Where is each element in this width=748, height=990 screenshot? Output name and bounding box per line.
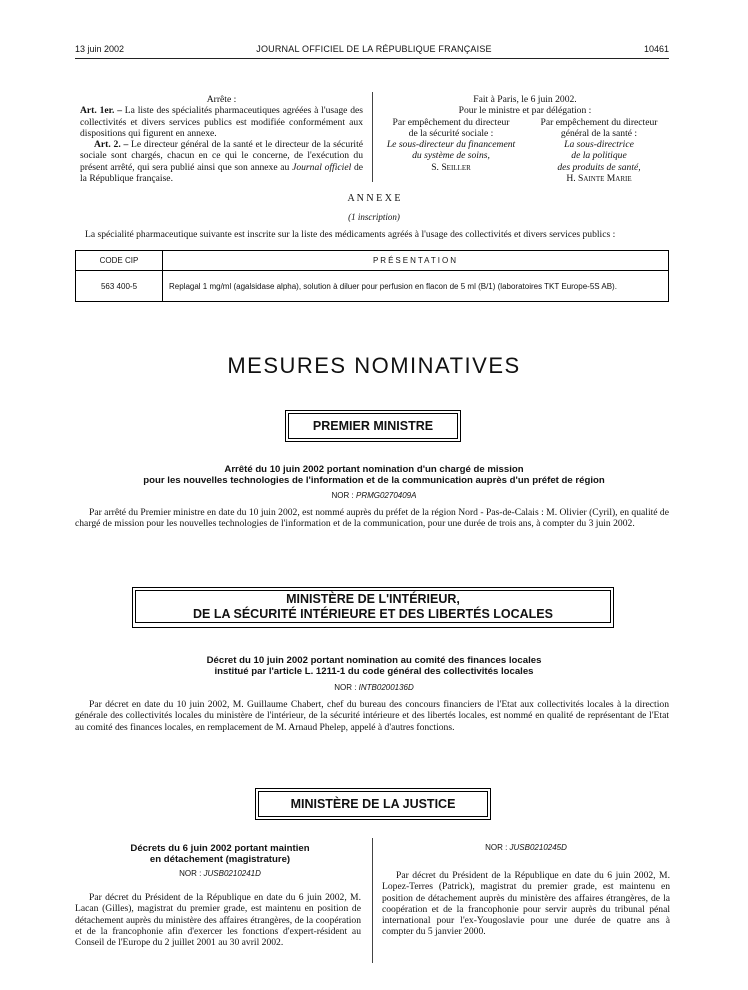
sig2-name: H. Sainte Marie (566, 173, 632, 185)
section3-title-line1: Décrets du 6 juin 2002 portant maintien (130, 843, 310, 854)
journal-title: JOURNAL OFFICIEL DE LA RÉPUBLIQUE FRANÇAISE (256, 44, 492, 54)
section3-body-right: Par décret du Président de la République en date du 6 juin 2002, M. Lopez-Terres (Patrick), magistrat du premier grade, est maintenu en position de détachement auprès du ministère des affaires étrangères, de la coopération et de la francophonie pour servir auprès du tribunal pénal international pour l'ex-Yougoslavie pour une durée de quatre ans à compter du 5 janvier 2000. (382, 870, 670, 938)
signature-2 (528, 117, 670, 185)
nor-code: INTB0200136D (358, 683, 414, 692)
section2-nor (0, 683, 748, 692)
signature-1 (380, 117, 522, 185)
annexe-title: A N N E X E (347, 193, 401, 204)
ministry-box-premier (285, 410, 461, 442)
section1-body: Par arrêté du Premier ministre en date du 10 juin 2002, est nommé auprès du préfet de la région Nord - Pas-de-Calais : M. Olivier (Cyril), en qualité de chargé de mission pour les nouvelles technologies de l'information et de la communication, pour une durée de trois ans, à compter du 3 juin 2002. (75, 507, 669, 530)
top-right-column (380, 94, 670, 184)
nor-code: PRMG0270409A (355, 491, 417, 500)
nor-label: NOR : (331, 491, 356, 500)
ministry-premier: PREMIER MINISTRE (288, 413, 458, 439)
table-row (76, 271, 669, 302)
nor-label: NOR : (179, 869, 204, 878)
ministry-justice: MINISTÈRE DE LA JUSTICE (258, 791, 488, 817)
col-header-presentation: PRÉSENTATION (163, 251, 669, 271)
pour-line: Pour le ministre et par délégation : (458, 105, 592, 117)
header-rule (75, 58, 669, 59)
article-2 (80, 139, 363, 184)
col-header-code: CODE CIP (76, 251, 163, 271)
sig2-line3: La sous-directrice (564, 139, 634, 151)
ministry-box-justice (255, 788, 491, 820)
cell-presentation: Replagal 1 mg/ml (agalsidase alpha), solution à diluer pour perfusion en flacon de 5 ml (B/1) (laboratoires TKT Europe-5S AB). (163, 271, 669, 302)
arrete-label: Arrête : (206, 94, 237, 105)
ministry-interieur (135, 590, 611, 623)
section1-nor (0, 491, 748, 500)
ministry-box-interieur (132, 587, 614, 628)
section3-title (75, 843, 365, 865)
sig2-line1: Par empêchement du directeur (540, 116, 658, 128)
sig2-line4: de la politique (571, 150, 627, 162)
nor-label: NOR : (485, 843, 510, 852)
annexe-table (75, 250, 669, 302)
sig2-line2: général de la santé : (560, 127, 638, 139)
column-divider (372, 92, 373, 182)
ministry-interieur-line1: MINISTÈRE DE L'INTÉRIEUR, (286, 592, 460, 606)
top-left-column (80, 94, 363, 184)
art1-text: La liste des spécialités pharmaceutiques agréées à l'usage des collectivités et divers services publics est modifiée conformément aux dispositions qui figurent en annexe. (80, 105, 363, 139)
section2-title (0, 655, 748, 677)
annexe-intro: La spécialité pharmaceutique suivante est inscrite sur la liste des médicaments agréés à l'usage des collectivités et divers services publics : (85, 229, 616, 240)
sig1-line3: Le sous-directeur du financement (386, 139, 516, 151)
section3-title-line2: en détachement (magistrature) (149, 854, 291, 865)
section1-title-line1: Arrêté du 10 juin 2002 portant nomination d'un chargé de mission (224, 464, 524, 475)
cell-code: 563 400-5 (76, 271, 163, 302)
art2-end: de la République française. (80, 161, 363, 185)
fait-line: Fait à Paris, le 6 juin 2002. (473, 94, 577, 105)
section2-body: Par décret en date du 10 juin 2002, M. Guillaume Chabert, chef du bureau des concours financiers de l'Etat aux collectivités locales à la direction générale des collectivités locales du ministère de l'intérieur, de la sécurité intérieure et des libertés locales, est nommé en qualité de représentant de l'Etat au comité des finances locales, en remplacement de M. Arnaud Phelep, appelé à d'autres fonctions. (75, 699, 669, 733)
column-divider (372, 838, 373, 963)
sig1-line4: du système de soins, (412, 150, 490, 162)
ministry-interieur-line2: DE LA SÉCURITÉ INTÉRIEURE ET DES LIBERTÉS LOCALES (193, 607, 553, 621)
mesures-title: MESURES NOMINATIVES (227, 353, 521, 378)
header-date: 13 juin 2002 (75, 44, 125, 54)
art2-label: Art. 2. – (94, 139, 129, 151)
art2-text: Le directeur général de la santé et le directeur de la sécurité sociale sont chargés, chacun en ce qui le concerne, de l'exécution du présent arrêté, qui sera publié ainsi que son annexe au (80, 139, 363, 173)
article-1 (80, 105, 363, 139)
annexe-subtitle: (1 inscription) (348, 212, 400, 222)
section3-nor-right (382, 843, 670, 852)
section1-title-line2: pour les nouvelles technologies de l'information et de la communication auprès d'un préfet de région (143, 475, 605, 486)
sig2-line5: des produits de santé, (557, 161, 641, 173)
art2-italic: Journal officiel (292, 161, 352, 173)
art1-label: Art. 1er. – (80, 105, 122, 117)
section2-title-line1: Décret du 10 juin 2002 portant nomination au comité des finances locales (206, 655, 542, 666)
nor-code: JUSB0210241D (203, 869, 261, 878)
nor-code: JUSB0210245D (509, 843, 567, 852)
section3-nor-left (75, 869, 365, 878)
page-number: 10461 (643, 44, 669, 54)
sig1-name: S. Seiller (431, 161, 471, 173)
sig1-line2: de la sécurité sociale : (408, 127, 494, 139)
nor-label: NOR : (334, 683, 359, 692)
sig1-line1: Par empêchement du directeur (392, 116, 510, 128)
section1-title (0, 464, 748, 486)
section2-title-line2: institué par l'article L. 1211-1 du code général des collectivités locales (214, 666, 534, 677)
section3-body-left: Par décret du Président de la République en date du 6 juin 2002, M. Lacan (Gilles), magistrat du premier grade, est maintenu en position de détachement auprès du ministère des affaires étrangères, de la coopération et de la francophonie afin d'exercer les fonctions d'expert-résident au Conseil de l'Europe du 2 juillet 2001 au 30 avril 2002. (75, 892, 361, 949)
